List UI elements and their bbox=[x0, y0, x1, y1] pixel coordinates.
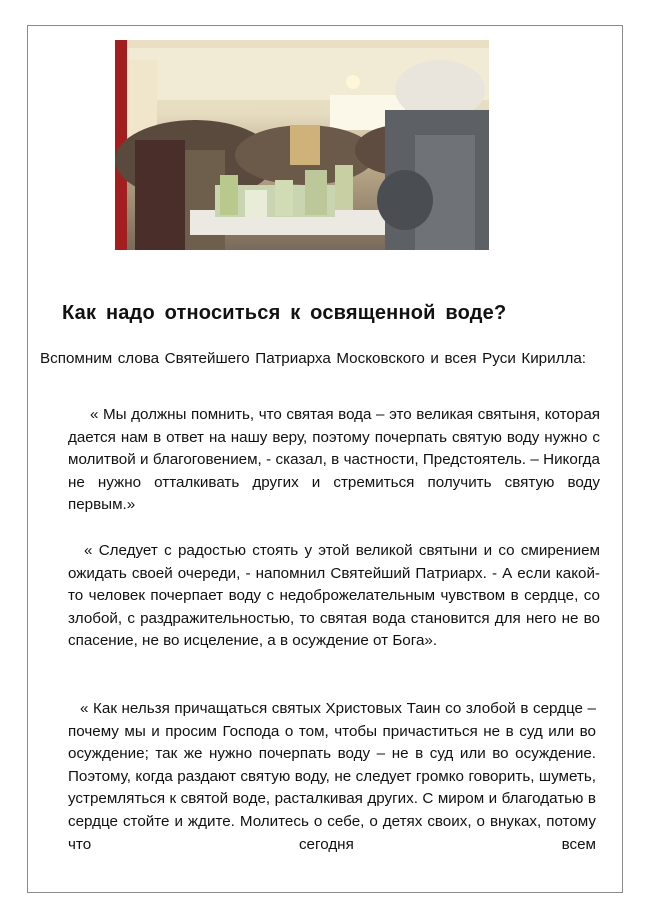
quote-paragraph-3: « Как нельзя причащаться святых Христовых Таин со злобой в сердце – почему мы и просим Господа о том, чтобы причаститься не в суд или во осуждение; так же нужно почерпать воду – не в суд или во осуждение. Поэтому, когда раздают святую воду, не следует громко говорить, шуметь, устремляться к святой воде, расталкивая других. С миром и благодатью в сердце стойте и ждите. Молитесь о себе, о детях своих, о внуках, потому что сегодня всем bbox=[68, 700, 596, 853]
page-heading: Как надо относиться к освященной воде? bbox=[62, 302, 507, 324]
church-water-blessing-photo bbox=[115, 40, 489, 250]
intro-paragraph: Вспомним слова Святейшего Патриарха Московского и всея Руси Кирилла: bbox=[40, 350, 586, 367]
quote-paragraph-2: « Следует с радостью стоять у этой великой святыни и со смирением ожидать своей очереди, - напомнил Святейший Патриарх. - А если какой-то человек почерпает воду с недоброжелательным чувством в сердце, со злобой, с раздражительностью, то святая вода становится для него не во спасение, не во исцеление, а в осуждение от Бога». bbox=[68, 542, 600, 650]
quote-paragraph-1: « Мы должны помнить, что святая вода – это великая святыня, которая дается нам в ответ на нашу веру, поэтому почерпать святую воду нужно с молитвой и благоговением, - сказал, в частности, Предстоятель. – Никогда не нужно отталкивать других и стремиться получить святую воду первым.» bbox=[68, 406, 600, 514]
